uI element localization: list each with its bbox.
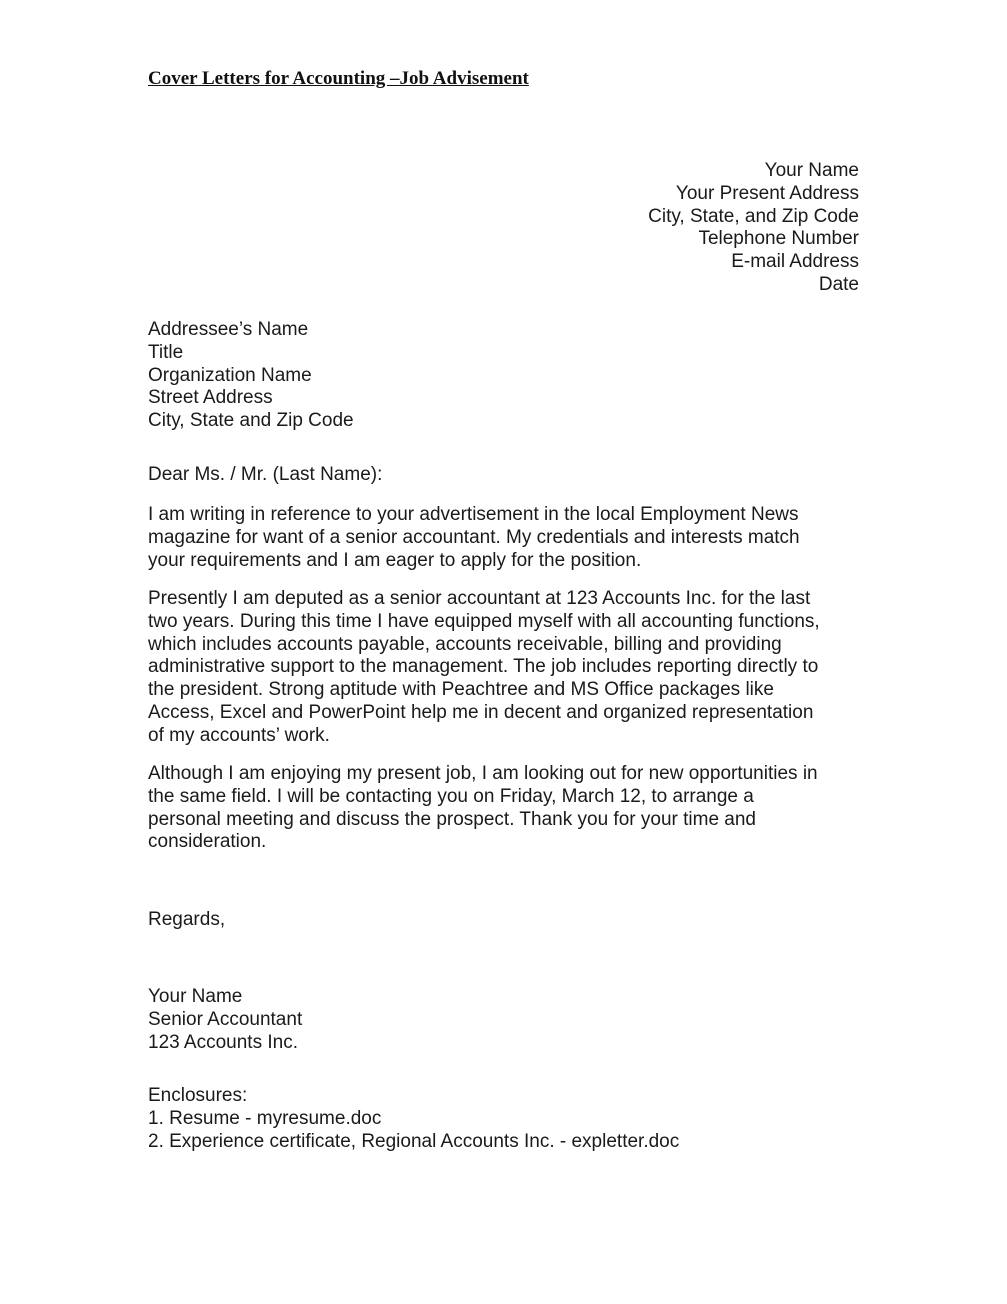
signature-block	[148, 986, 302, 1054]
paragraph-line: Presently I am deputed as a senior accountant at 123 Accounts Inc. for the last	[148, 588, 811, 609]
paragraph-line: personal meeting and discuss the prospect. Thank you for your time and	[148, 808, 756, 830]
paragraph-line: magazine for want of a senior accountant. My credentials and interests match	[148, 526, 800, 548]
sender-date: Date	[818, 273, 859, 295]
sender-address-block	[648, 160, 859, 297]
paragraph-intro	[148, 504, 863, 572]
paragraph-line: the same field. I will be contacting you on Friday, March 12, to arrange a	[148, 785, 754, 807]
signature-title: Senior Accountant	[148, 1008, 303, 1030]
recipient-organization: Organization Name	[148, 364, 312, 386]
paragraph-line: two years. During this time I have equipped myself with all accounting functions,	[148, 610, 820, 632]
paragraph-line: I am writing in reference to your advertisement in the local Employment News	[148, 504, 799, 525]
paragraph-experience	[148, 588, 863, 748]
sender-telephone: Telephone Number	[698, 228, 859, 250]
enclosure-item: 1. Resume - myresume.doc	[148, 1107, 382, 1129]
closing-regards: Regards,	[148, 909, 226, 930]
recipient-title: Title	[148, 341, 184, 363]
paragraph-line: administrative support to the management. The job includes reporting directly to	[148, 656, 819, 678]
enclosures-heading: Enclosures:	[148, 1085, 248, 1106]
sender-city-state-zip: City, State, and Zip Code	[648, 205, 859, 227]
recipient-street: Street Address	[148, 387, 273, 409]
paragraph-closing	[148, 763, 863, 854]
recipient-address-block	[148, 319, 354, 433]
paragraph-line: Access, Excel and PowerPoint help me in decent and organized representation	[148, 701, 814, 723]
signature-company: 123 Accounts Inc.	[148, 1031, 298, 1053]
salutation: Dear Ms. / Mr. (Last Name):	[148, 464, 383, 485]
paragraph-line: of my accounts’ work.	[148, 724, 330, 746]
enclosure-item: 2. Experience certificate, Regional Accounts Inc. - expletter.doc	[148, 1130, 680, 1152]
document-title: Cover Letters for Accounting –Job Advisement	[148, 68, 529, 89]
sender-address: Your Present Address	[675, 182, 859, 204]
paragraph-line: Although I am enjoying my present job, I am looking out for new opportunities in	[148, 763, 818, 784]
signature-name: Your Name	[148, 986, 243, 1007]
paragraph-line: which includes accounts payable, accounts receivable, billing and providing	[148, 633, 782, 655]
recipient-city-state-zip: City, State and Zip Code	[148, 410, 354, 432]
sender-email: E-mail Address	[731, 251, 859, 273]
recipient-name: Addressee’s Name	[148, 319, 309, 340]
paragraph-line: the president. Strong aptitude with Peachtree and MS Office packages like	[148, 679, 774, 701]
paragraph-line: your requirements and I am eager to apply for the position.	[148, 549, 642, 571]
sender-name: Your Name	[764, 160, 859, 181]
paragraph-line: consideration.	[148, 831, 267, 853]
enclosures-block	[148, 1085, 679, 1153]
